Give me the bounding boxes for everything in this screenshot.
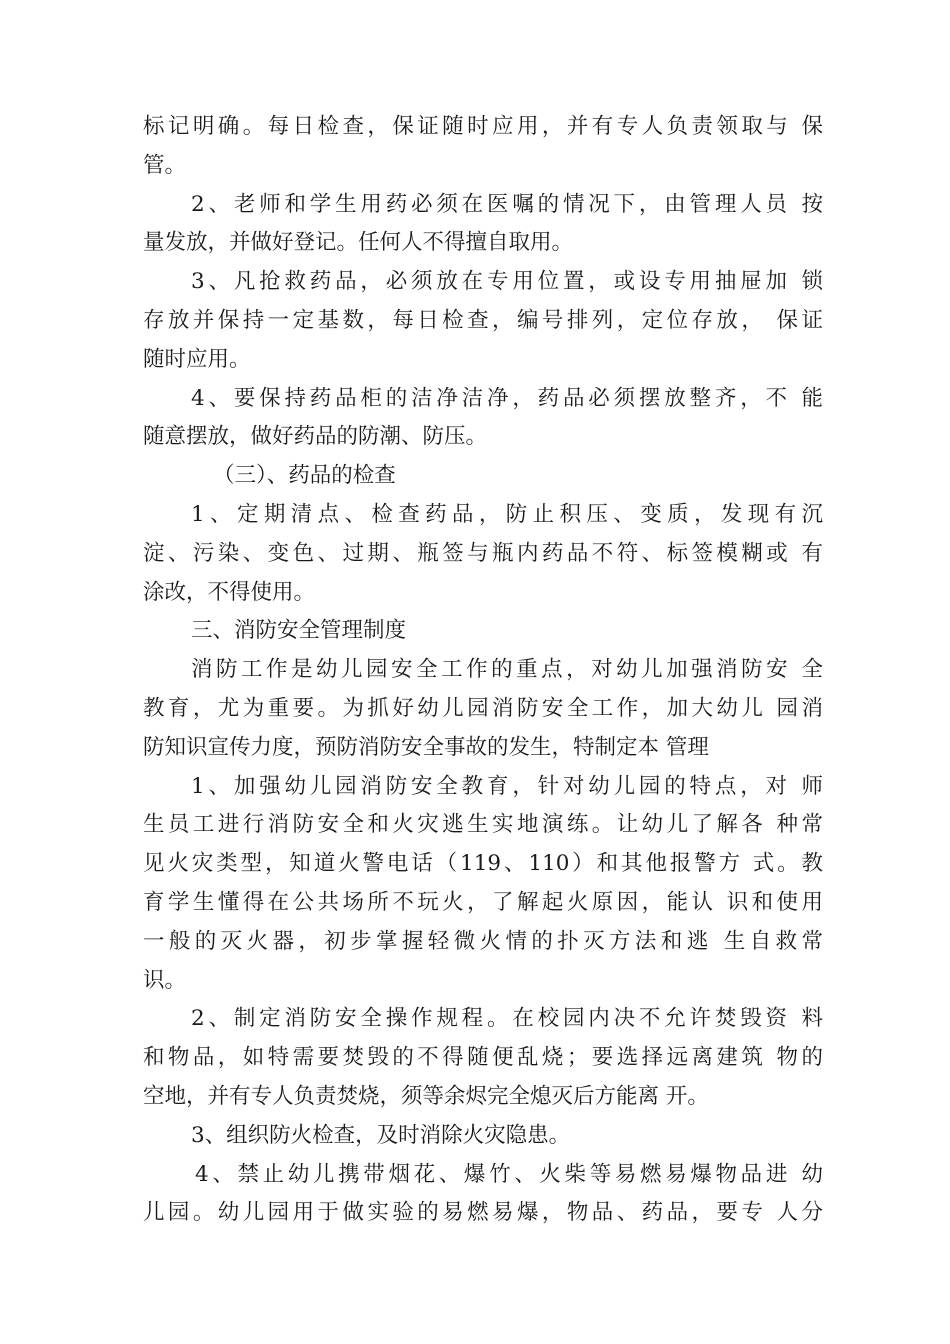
paragraph-first-line: 1、加强幼儿园消防安全教育，针对幼儿园的特点，对 师 — [191, 773, 823, 799]
text-line: 儿园。幼儿园用于做实验的易燃易爆，物品、药品，要专 人分 — [143, 1200, 823, 1226]
paragraph-first-line: 4、禁止幼儿携带烟花、爆竹、火柴等易燃易爆物品进 幼 — [195, 1161, 823, 1187]
document-body — [143, 108, 823, 1233]
text-line: 量发放，并做好登记。任何人不得擅自取用。 — [143, 230, 574, 256]
paragraph-first-line: 2、老师和学生用药必须在医嘱的情况下，由管理人员 按 — [191, 191, 823, 217]
paragraph-first-line: 三、消防安全管理制度 — [191, 618, 407, 644]
text-line: 教育，尤为重要。为抓好幼儿园消防安全工作，加大幼儿 园消 — [143, 695, 823, 721]
text-line: 和物品，如特需要焚毁的不得随便乱烧；要选择远离建筑 物的 — [143, 1045, 823, 1071]
text-line: 随时应用。 — [143, 346, 251, 372]
text-line: 涂改，不得使用。 — [143, 579, 316, 605]
text-line: 管。 — [143, 152, 187, 178]
text-line: 见火灾类型，知道火警电话（119、110）和其他报警方 式。教 — [143, 851, 823, 877]
text-line: 存放并保持一定基数，每日检查，编号排列，定位存放， 保证 — [143, 307, 823, 333]
text-line: 识。 — [143, 967, 187, 993]
text-line: 生员工进行消防安全和火灾逃生实地演练。让幼儿了解各 种常 — [143, 812, 823, 838]
text-line: 空地，并有专人负责焚烧，须等余烬完全熄灭后方能离 开。 — [143, 1083, 709, 1109]
text-line: 随意摆放，做好药品的防潮、防压。 — [143, 424, 488, 450]
paragraph-first-line: （三）、药品的检查 — [213, 463, 396, 489]
paragraph-first-line: 2、制定消防安全操作规程。在校园内决不允许焚毁资 料 — [191, 1006, 823, 1032]
text-line: 标记明确。每日检查，保证随时应用，并有专人负责领取与 保 — [143, 114, 823, 139]
paragraph-first-line: 3、组织防火检查，及时消除火灾隐患。 — [191, 1122, 571, 1148]
paragraph-first-line: 4、要保持药品柜的洁净洁净，药品必须摆放整齐，不 能 — [191, 385, 823, 411]
paragraph-first-line: 3、凡抢救药品，必须放在专用位置，或设专用抽屉加 锁 — [191, 269, 823, 295]
paragraph-first-line: 1、定期清点、检查药品，防止积压、变质，发现有沉 — [191, 501, 823, 527]
text-line: 防知识宣传力度，预防消防安全事故的发生，特制定本 管理 — [143, 734, 709, 760]
text-line: 育学生懂得在公共场所不玩火，了解起火原因，能认 识和使用 — [143, 889, 823, 915]
text-line: 淀、污染、变色、过期、瓶签与瓶内药品不符、标签模糊或 有 — [143, 540, 823, 566]
paragraph-first-line: 消防工作是幼儿园安全工作的重点，对幼儿加强消防安 全 — [191, 657, 823, 683]
text-line: 一般的灭火器，初步掌握轻微火情的扑灭方法和逃 生自救常 — [143, 928, 823, 954]
